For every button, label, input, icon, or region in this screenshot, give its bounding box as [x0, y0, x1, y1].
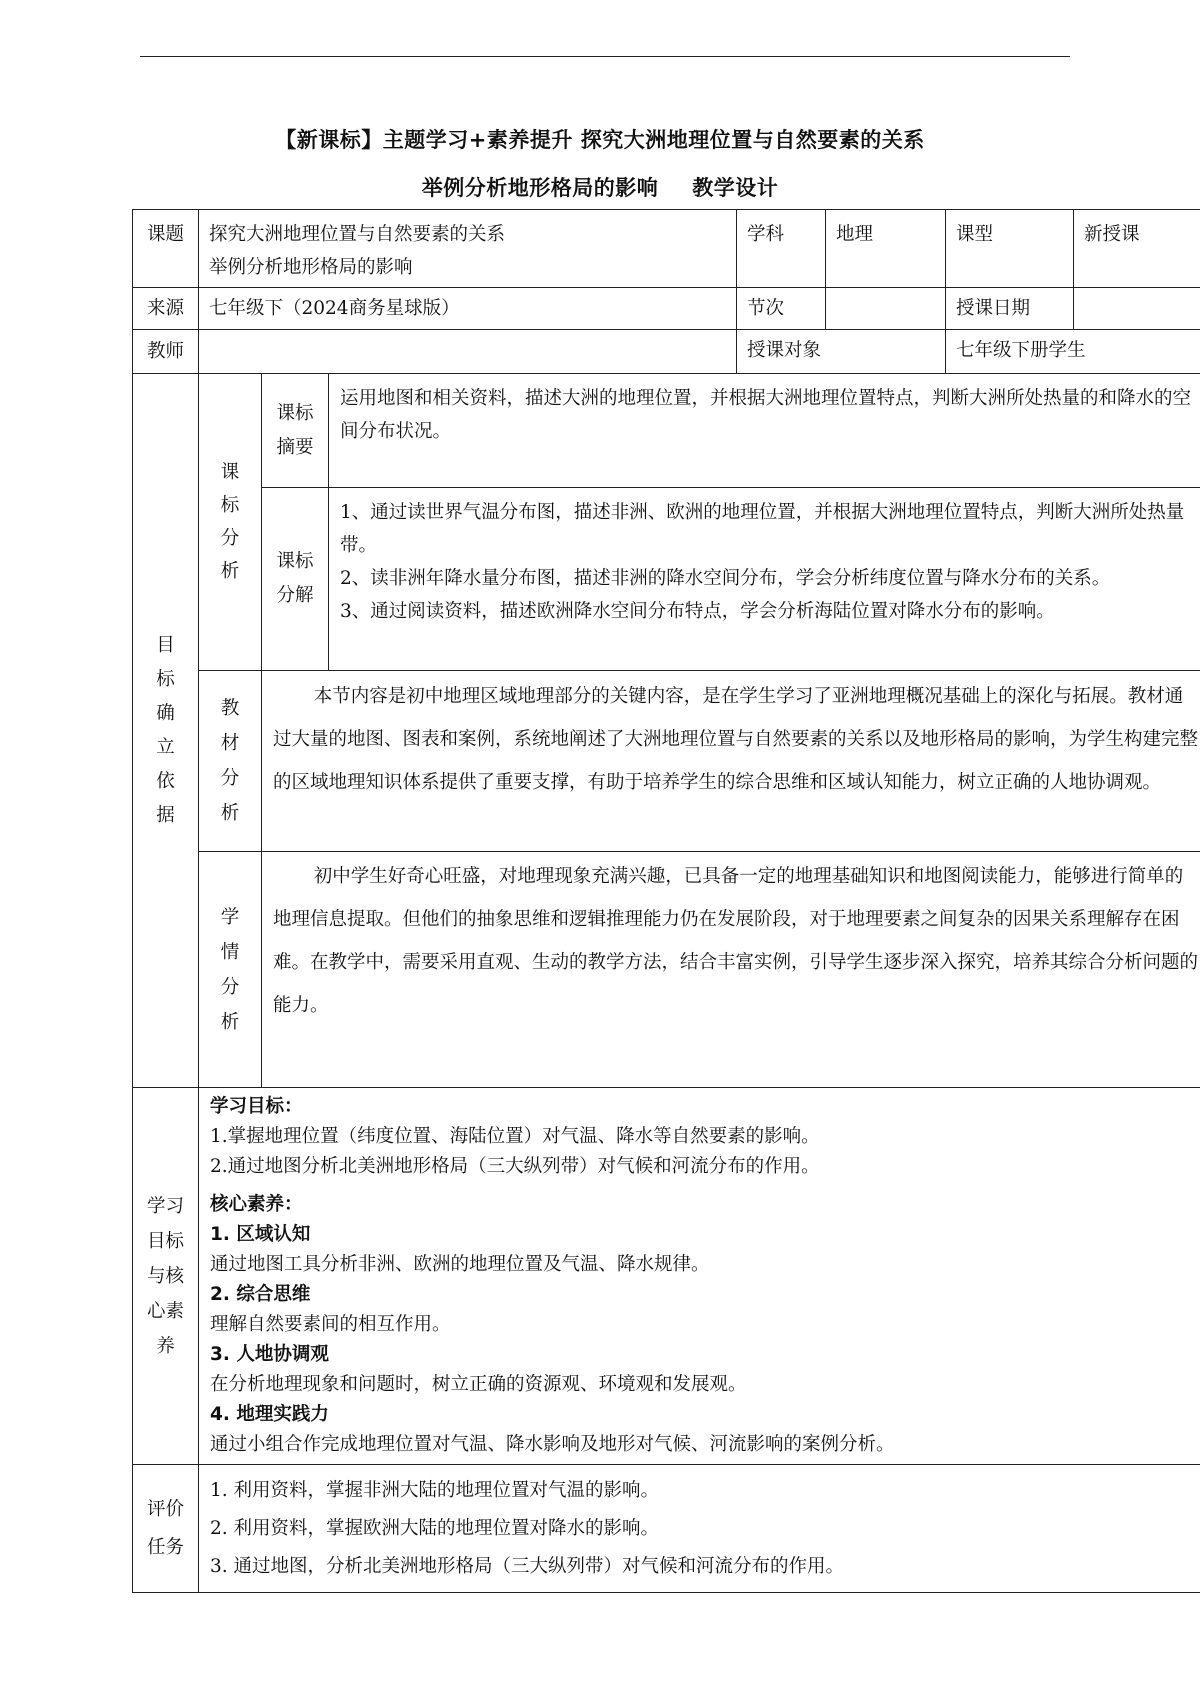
textbook-analysis-label: 教材分析 [199, 671, 262, 852]
topic-label: 课题 [133, 210, 199, 288]
lesson-plan-table [132, 209, 1200, 1593]
standards-summary-text: 运用地图和相关资料，描述大洲的地理位置，并根据大洲地理位置特点，判断大洲所处热量的和降水的空间分布状况。 [329, 374, 1200, 488]
title-topic: 举例分析地形格局的影响 [421, 176, 659, 200]
table-row [133, 1465, 1200, 1593]
basis-label: 目标确立依据 [133, 374, 199, 1088]
subject-label: 学科 [737, 210, 826, 288]
literacy-text: 理解自然要素间的相互作用。 [210, 1314, 451, 1335]
type-value: 新授课 [1074, 210, 1200, 288]
literacy-text: 在分析地理现象和问题时，树立正确的资源观、环境观和发展观。 [210, 1374, 747, 1395]
standards-analysis-label: 课标分析 [199, 374, 262, 671]
standards-decompose-label: 课标分解 [262, 488, 329, 671]
literacy-title: 4. 地理实践力 [210, 1404, 329, 1425]
teacher-label: 教师 [133, 330, 199, 374]
table-row [133, 671, 1200, 852]
table-row [133, 488, 1200, 671]
objective-item: 1.掌握地理位置（纬度位置、海陆位置）对气温、降水等自然要素的影响。 [210, 1126, 820, 1147]
table-row [133, 374, 1200, 488]
topic-line2: 举例分析地形格局的影响 [209, 257, 413, 278]
period-label: 节次 [737, 288, 826, 330]
table-row [133, 288, 1200, 330]
decompose-item: 2、读非洲年降水量分布图，描述非洲的降水空间分布，学会分析纬度位置与降水分布的关系。 [340, 568, 1111, 589]
evaluation-label: 评价任务 [133, 1465, 199, 1593]
document-title-line1: 【新课标】主题学习+素养提升 探究大洲地理位置与自然要素的关系 [275, 128, 925, 152]
textbook-analysis-text: 本节内容是初中地理区域地理部分的关键内容，是在学生学习了亚洲地理概况基础上的深化与拓展。教材通过大量的地图、图表和案例，系统地阐述了大洲地理位置与自然要素的关系以及地形格局的影响，为学生构建完整的区域地理知识体系提供了重要支撑，有助于培养学生的综合思维和区域认知能力，树立正确的人地协调观。 [262, 671, 1200, 852]
evaluation-item: 2. 利用资料，掌握欧洲大陆的地理位置对降水的影响。 [210, 1517, 660, 1539]
audience-value: 七年级下册学生 [946, 330, 1200, 374]
topic-line1: 探究大洲地理位置与自然要素的关系 [209, 224, 506, 245]
table-row [133, 210, 1200, 288]
source-value: 七年级下（2024商务星球版） [199, 288, 737, 330]
document-title-line2 [0, 172, 1200, 202]
standards-decompose-text [329, 488, 1200, 671]
learner-analysis-label: 学情分析 [199, 852, 262, 1088]
header-rule [140, 56, 1070, 57]
objectives-heading: 学习目标： [210, 1096, 303, 1117]
goals-content [199, 1088, 1200, 1465]
subject-value: 地理 [826, 210, 946, 288]
literacy-title: 2. 综合思维 [210, 1284, 311, 1305]
goals-label: 学习目标与核心素养 [133, 1088, 199, 1465]
literacy-title: 1. 区域认知 [210, 1224, 311, 1245]
table-row [133, 852, 1200, 1088]
learner-analysis-text: 初中学生好奇心旺盛，对地理现象充满兴趣，已具备一定的地理基础知识和地图阅读能力，能够进行简单的地理信息提取。但他们的抽象思维和逻辑推理能力仍在发展阶段，对于地理要素之间复杂的因果关系理解存在困难。在教学中，需要采用直观、生动的教学方法，结合丰富实例，引导学生逐步深入探究，培养其综合分析问题的能力。 [262, 852, 1200, 1088]
date-value [1074, 288, 1200, 330]
literacy-text: 通过地图工具分析非洲、欧洲的地理位置及气温、降水规律。 [210, 1254, 710, 1275]
standards-summary-label: 课标摘要 [262, 374, 329, 488]
title-design: 教学设计 [692, 176, 779, 200]
topic-value [199, 210, 737, 288]
decompose-item: 3、通过阅读资料，描述欧洲降水空间分布特点，学会分析海陆位置对降水分布的影响。 [340, 601, 1055, 622]
table-row [133, 1088, 1200, 1465]
decompose-item: 1、通过读世界气温分布图，描述非洲、欧洲的地理位置，并根据大洲地理位置特点，判断大洲所处热量带。 [340, 502, 1185, 556]
literacy-title: 3. 人地协调观 [210, 1344, 329, 1365]
teacher-value [199, 330, 737, 374]
period-value [826, 288, 946, 330]
evaluation-item: 3. 通过地图，分析北美洲地形格局（三大纵列带）对气候和河流分布的作用。 [210, 1555, 845, 1577]
literacy-text: 通过小组合作完成地理位置对气温、降水影响及地形对气候、河流影响的案例分析。 [210, 1434, 895, 1455]
date-label: 授课日期 [946, 288, 1074, 330]
audience-label: 授课对象 [737, 330, 946, 374]
literacy-heading: 核心素养： [210, 1194, 303, 1215]
evaluation-item: 1. 利用资料，掌握非洲大陆的地理位置对气温的影响。 [210, 1479, 660, 1501]
objective-item: 2.通过地图分析北美洲地形格局（三大纵列带）对气候和河流分布的作用。 [210, 1156, 820, 1177]
table-row [133, 330, 1200, 374]
evaluation-content [199, 1465, 1200, 1593]
source-label: 来源 [133, 288, 199, 330]
type-label: 课型 [946, 210, 1074, 288]
